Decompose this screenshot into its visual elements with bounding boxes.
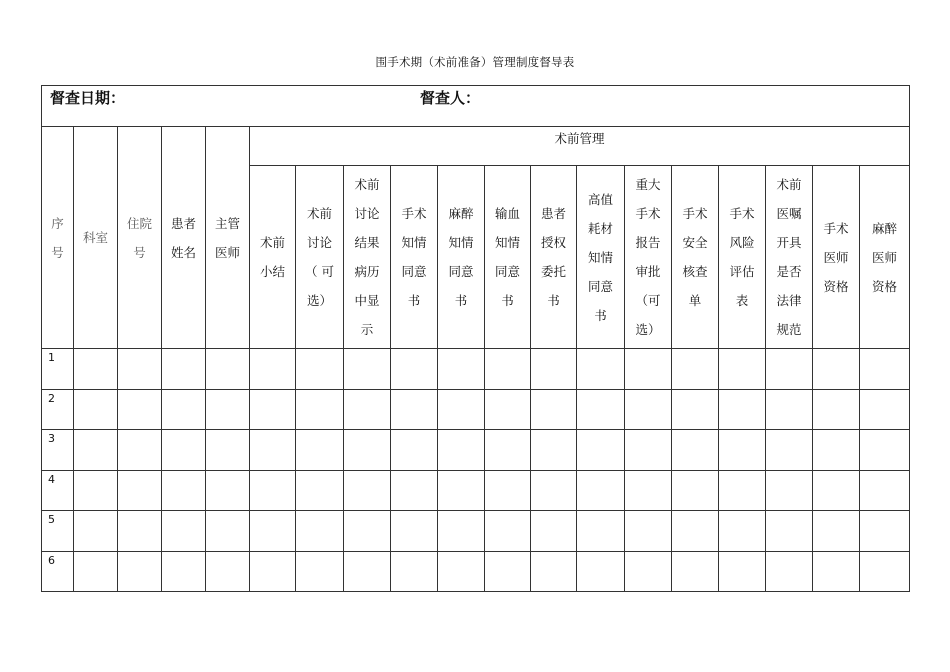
header-transfusion-consent: 输血 知情 同意 书	[485, 166, 531, 349]
table-cell	[162, 430, 206, 471]
table-cell	[438, 551, 485, 592]
table-row	[42, 349, 910, 390]
table-cell	[625, 470, 672, 511]
header-preop-orders-compliant: 术前 医嘱 开具 是否 法律 规范	[766, 166, 813, 349]
table-cell	[531, 349, 577, 390]
table-cell	[813, 470, 860, 511]
table-cell	[74, 430, 118, 471]
table-cell	[206, 389, 250, 430]
header-patient-authorization: 患者 授权 委托 书	[531, 166, 577, 349]
meta-row	[42, 86, 910, 127]
table-cell	[74, 470, 118, 511]
table-cell	[577, 511, 625, 552]
header-anesthesia-consent: 麻醉 知情 同意 书	[438, 166, 485, 349]
table-cell	[206, 430, 250, 471]
table-cell	[118, 389, 162, 430]
table-cell	[625, 430, 672, 471]
table-row	[42, 430, 910, 471]
table-cell	[813, 389, 860, 430]
table-cell	[485, 389, 531, 430]
header-row	[42, 127, 910, 166]
supervision-grid	[41, 85, 910, 592]
table-cell	[296, 349, 344, 390]
table-cell	[577, 430, 625, 471]
header-preop-management: 术前管理	[250, 127, 910, 166]
table-cell	[625, 389, 672, 430]
table-cell	[672, 430, 719, 471]
table-body	[42, 349, 910, 592]
table-cell	[531, 511, 577, 552]
table-cell	[162, 349, 206, 390]
table-cell	[625, 349, 672, 390]
table-cell	[206, 511, 250, 552]
header-preop-discussion: 术前 讨论 （ 可 选）	[296, 166, 344, 349]
table-cell	[438, 511, 485, 552]
table-cell	[438, 389, 485, 430]
table-cell	[766, 389, 813, 430]
table-cell	[719, 389, 766, 430]
table-cell	[672, 470, 719, 511]
table-cell	[344, 349, 391, 390]
table-cell	[485, 511, 531, 552]
table-row	[42, 470, 910, 511]
table-cell	[296, 470, 344, 511]
table-cell	[672, 511, 719, 552]
table-cell	[74, 511, 118, 552]
table-cell	[531, 470, 577, 511]
inspector-label: 督查人：	[420, 89, 481, 107]
table-cell	[162, 389, 206, 430]
header-surgery-consent: 手术 知情 同意 书	[391, 166, 438, 349]
table-cell	[766, 551, 813, 592]
table-cell	[719, 470, 766, 511]
table-cell	[344, 551, 391, 592]
table-cell	[391, 389, 438, 430]
header-anesthetist-qualification: 麻醉 医师 资格	[860, 166, 910, 349]
table-cell	[118, 430, 162, 471]
table-cell	[577, 349, 625, 390]
table-cell	[118, 349, 162, 390]
header-preop-summary: 术前 小结	[250, 166, 296, 349]
table-cell	[250, 470, 296, 511]
table-cell	[391, 349, 438, 390]
table-cell	[438, 470, 485, 511]
table-cell	[118, 470, 162, 511]
row-number: 1	[42, 349, 74, 390]
header-discussion-in-record: 术前 讨论 结果 病历 中显 示	[344, 166, 391, 349]
table-cell	[766, 511, 813, 552]
table-cell	[531, 430, 577, 471]
row-number: 3	[42, 430, 74, 471]
table-cell	[296, 430, 344, 471]
header-surgeon-qualification: 手术 医师 资格	[813, 166, 860, 349]
table-cell	[344, 430, 391, 471]
table-cell	[531, 389, 577, 430]
table-cell	[577, 389, 625, 430]
table-cell	[719, 511, 766, 552]
table-cell	[438, 430, 485, 471]
table-cell	[672, 349, 719, 390]
header-risk-assessment: 手术 风险 评估 表	[719, 166, 766, 349]
table-cell	[672, 551, 719, 592]
table-cell	[344, 389, 391, 430]
header-admission-number: 住院 号	[118, 127, 162, 349]
table-cell	[625, 511, 672, 552]
table-cell	[296, 389, 344, 430]
header-seq: 序 号	[42, 127, 74, 349]
header-high-value-consumables: 高值 耗材 知情 同意 书	[577, 166, 625, 349]
meta-cell	[42, 86, 910, 127]
table-cell	[250, 389, 296, 430]
table-row	[42, 511, 910, 552]
table-cell	[344, 511, 391, 552]
table-cell	[206, 551, 250, 592]
row-number: 4	[42, 470, 74, 511]
row-number: 6	[42, 551, 74, 592]
table-cell	[813, 551, 860, 592]
table-cell	[766, 349, 813, 390]
inspection-date-label: 督查日期：	[50, 89, 126, 107]
supervision-table	[41, 85, 909, 580]
table-cell	[485, 349, 531, 390]
table-cell	[813, 349, 860, 390]
table-cell	[74, 389, 118, 430]
table-cell	[250, 430, 296, 471]
table-cell	[531, 551, 577, 592]
table-cell	[438, 349, 485, 390]
table-cell	[485, 470, 531, 511]
table-cell	[391, 430, 438, 471]
table-cell	[250, 511, 296, 552]
table-cell	[577, 470, 625, 511]
document-title: 围手术期（术前准备）管理制度督导表	[375, 55, 575, 69]
row-number: 5	[42, 511, 74, 552]
table-cell	[577, 551, 625, 592]
table-cell	[250, 349, 296, 390]
table-cell	[391, 511, 438, 552]
row-number: 2	[42, 389, 74, 430]
table-cell	[860, 389, 910, 430]
table-cell	[860, 511, 910, 552]
table-cell	[860, 470, 910, 511]
table-cell	[719, 349, 766, 390]
table-cell	[206, 470, 250, 511]
table-cell	[250, 551, 296, 592]
header-patient-name: 患者 姓名	[162, 127, 206, 349]
table-cell	[118, 511, 162, 552]
table-cell	[391, 551, 438, 592]
table-cell	[118, 551, 162, 592]
table-cell	[391, 470, 438, 511]
table-cell	[813, 430, 860, 471]
table-cell	[162, 551, 206, 592]
table-cell	[860, 430, 910, 471]
table-cell	[860, 349, 910, 390]
table-cell	[74, 349, 118, 390]
table-cell	[672, 389, 719, 430]
table-cell	[813, 511, 860, 552]
table-cell	[296, 551, 344, 592]
table-cell	[860, 551, 910, 592]
table-cell	[344, 470, 391, 511]
table-cell	[719, 551, 766, 592]
table-cell	[485, 551, 531, 592]
table-cell	[766, 470, 813, 511]
table-cell	[206, 349, 250, 390]
table-cell	[485, 430, 531, 471]
table-cell	[74, 551, 118, 592]
header-attending-doctor: 主管 医师	[206, 127, 250, 349]
table-cell	[296, 511, 344, 552]
table-cell	[162, 511, 206, 552]
header-major-surgery-report: 重大 手术 报告 审批 （可 选）	[625, 166, 672, 349]
table-cell	[719, 430, 766, 471]
table-cell	[766, 430, 813, 471]
table-cell	[162, 470, 206, 511]
header-department: 科室	[74, 127, 118, 349]
header-safety-checklist: 手术 安全 核查 单	[672, 166, 719, 349]
table-row	[42, 551, 910, 592]
table-cell	[625, 551, 672, 592]
table-row	[42, 389, 910, 430]
